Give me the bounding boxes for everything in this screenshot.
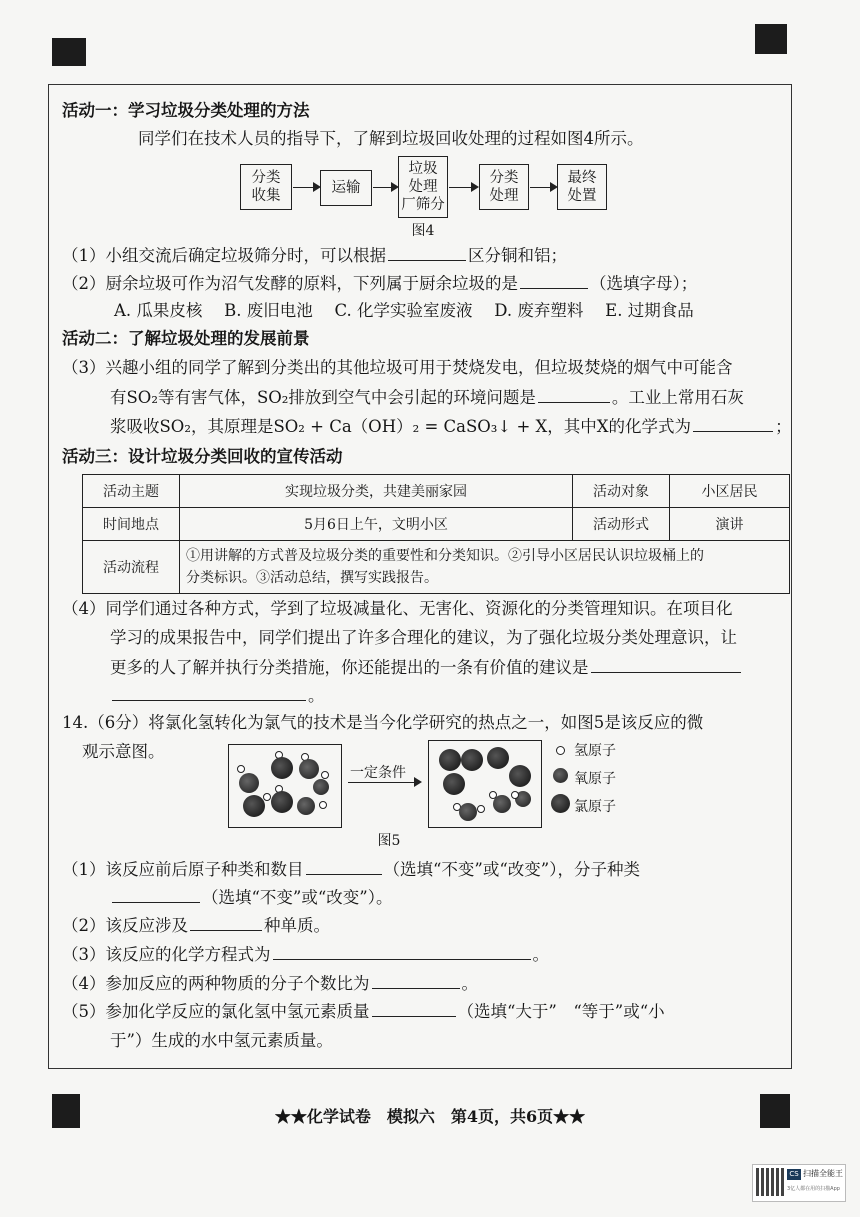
answer-blank[interactable] xyxy=(538,386,610,403)
scanner-watermark xyxy=(752,1164,846,1202)
figure4-caption: 图4 xyxy=(411,223,435,239)
answer-blank[interactable] xyxy=(273,943,531,960)
registration-mark-top-right xyxy=(755,24,787,54)
answer-blank[interactable] xyxy=(372,972,460,989)
figure5-caption: 图5 xyxy=(377,833,401,849)
q14-sub5-line1: （5）参加化学反应的氯化氢中氢元素质量 （选填“大于” “等于”或“小 xyxy=(62,1002,665,1021)
answer-blank[interactable] xyxy=(520,272,588,289)
answer-blank[interactable] xyxy=(112,684,306,701)
flow-box-sorting-plant: 垃圾 处理 厂筛分 xyxy=(398,156,448,218)
table-cell: 活动对象 xyxy=(573,475,670,508)
question-3-line2: 有SO₂等有害气体，SO₂排放到空气中会引起的环境问题是 。工业上常用石灰 xyxy=(110,388,744,407)
reactants-box xyxy=(228,744,342,828)
answer-blank[interactable] xyxy=(693,415,773,432)
question-14-line2: 观示意图。 xyxy=(82,742,165,761)
activity1-intro: 同学们在技术人员的指导下，了解到垃圾回收处理的过程如图4所示。 xyxy=(138,129,644,148)
q14-sub4: （4）参加反应的两种物质的分子个数比为 。 xyxy=(62,974,478,993)
oxygen-atom-icon xyxy=(553,768,568,783)
flow-arrow xyxy=(293,187,319,188)
table-row xyxy=(83,475,790,508)
q14-sub1-line2: （选填“不变”或“改变”）。 xyxy=(110,886,802,909)
activity-plan-table xyxy=(82,474,790,594)
activity2-heading: 活动二：了解垃圾处理的发展前景 xyxy=(62,329,310,348)
answer-blank[interactable] xyxy=(388,244,466,261)
question-2: （2）厨余垃圾可作为沼气发酵的原料，下列属于厨余垃圾的是 （选填字母）； xyxy=(62,274,698,293)
table-cell: 实现垃圾分类，共建美丽家园 xyxy=(180,475,573,508)
q14-sub2: （2）该反应涉及 种单质。 xyxy=(62,916,330,935)
legend-oxygen: 氧原子 xyxy=(574,771,616,787)
flow-arrow xyxy=(373,187,397,188)
flow-arrow xyxy=(530,187,556,188)
question-3-line3: 浆吸收SO₂，其原理是SO₂ + Ca（OH）₂ = CaSO₃↓ + X，其中X的化学式为 ； xyxy=(110,417,792,436)
flow-arrow xyxy=(449,187,477,188)
question-4-line3: 更多的人了解并执行分类措施，你还能提出的一条有价值的建议是 xyxy=(110,656,802,679)
activity1-heading: 活动一：学习垃圾分类处理的方法 xyxy=(62,101,310,120)
answer-blank[interactable] xyxy=(112,886,200,903)
products-box xyxy=(428,740,542,828)
q14-sub3: （3）该反应的化学方程式为 。 xyxy=(62,945,549,964)
answer-blank[interactable] xyxy=(372,1000,456,1017)
table-cell: 5月6日上午，文明小区 xyxy=(180,508,573,541)
scanner-subtitle: 3亿人都在用的扫描App xyxy=(787,1186,840,1192)
q14-sub1-line1: （1）该反应前后原子种类和数目 （选填“不变”或“改变”），分子种类 xyxy=(62,860,640,879)
reaction-arrow xyxy=(348,782,420,783)
cs-logo: CS xyxy=(787,1169,801,1180)
table-row xyxy=(83,508,790,541)
flow-box-final: 最终 处置 xyxy=(557,164,607,210)
qr-code-icon xyxy=(756,1168,784,1196)
table-cell: 时间地点 xyxy=(83,508,180,541)
question-1: （1）小组交流后确定垃圾筛分时，可以根据 区分铜和铝； xyxy=(62,246,567,265)
flow-box-transport: 运输 xyxy=(320,170,372,206)
answer-blank[interactable] xyxy=(591,656,741,673)
hydrogen-atom-icon xyxy=(556,746,565,755)
table-cell: 活动流程 xyxy=(83,541,180,594)
answer-blank[interactable] xyxy=(306,858,382,875)
question-14-line1: 14.（6分）将氯化氢转化为氯气的技术是当今化学研究的热点之一，如图5是该反应的微 xyxy=(62,713,704,732)
legend-hydrogen: 氢原子 xyxy=(574,743,616,759)
scanner-title: 扫描全能王 xyxy=(803,1169,843,1178)
question-4-line2: 学习的成果报告中，同学们提出了许多合理化的建议，为了强化垃圾分类处理意识，让 xyxy=(110,628,737,647)
table-cell-process: ①用讲解的方式普及垃圾分类的重要性和分类知识。②引导小区居民认识垃圾桶上的 分类标识。③活动总结，撰写实践报告。 xyxy=(180,541,790,594)
table-row xyxy=(83,541,790,594)
flow-box-process: 分类 处理 xyxy=(479,164,529,210)
flow-box-collect: 分类 收集 xyxy=(240,164,292,210)
legend-chlorine: 氯原子 xyxy=(574,799,616,815)
page-footer: ★★化学试卷 模拟六 第4页，共6页★★ xyxy=(274,1107,586,1126)
question-2-options: A. 瓜果皮核 B. 废旧电池 C. 化学实验室废液 D. 废弃塑料 E. 过期食品 xyxy=(114,301,694,320)
table-cell: 活动形式 xyxy=(573,508,670,541)
table-cell: 小区居民 xyxy=(670,475,790,508)
reaction-condition: 一定条件 xyxy=(350,765,406,781)
table-cell: 活动主题 xyxy=(83,475,180,508)
q14-sub5-line2: 于”）生成的水中氢元素质量。 xyxy=(110,1031,333,1050)
table-cell: 演讲 xyxy=(670,508,790,541)
activity3-heading: 活动三：设计垃圾分类回收的宣传活动 xyxy=(62,447,343,466)
registration-mark-top-left xyxy=(52,38,86,66)
question-4-line1: （4）同学们通过各种方式，学到了垃圾减量化、无害化、资源化的分类管理知识。在项目化 xyxy=(62,599,733,618)
question-3-line1: （3）兴趣小组的同学了解到分类出的其他垃圾可用于焚烧发电，但垃圾焚烧的烟气中可能含 xyxy=(62,358,733,377)
question-4-line4: 。 xyxy=(110,684,802,707)
chlorine-atom-icon xyxy=(551,794,570,813)
answer-blank[interactable] xyxy=(190,914,262,931)
